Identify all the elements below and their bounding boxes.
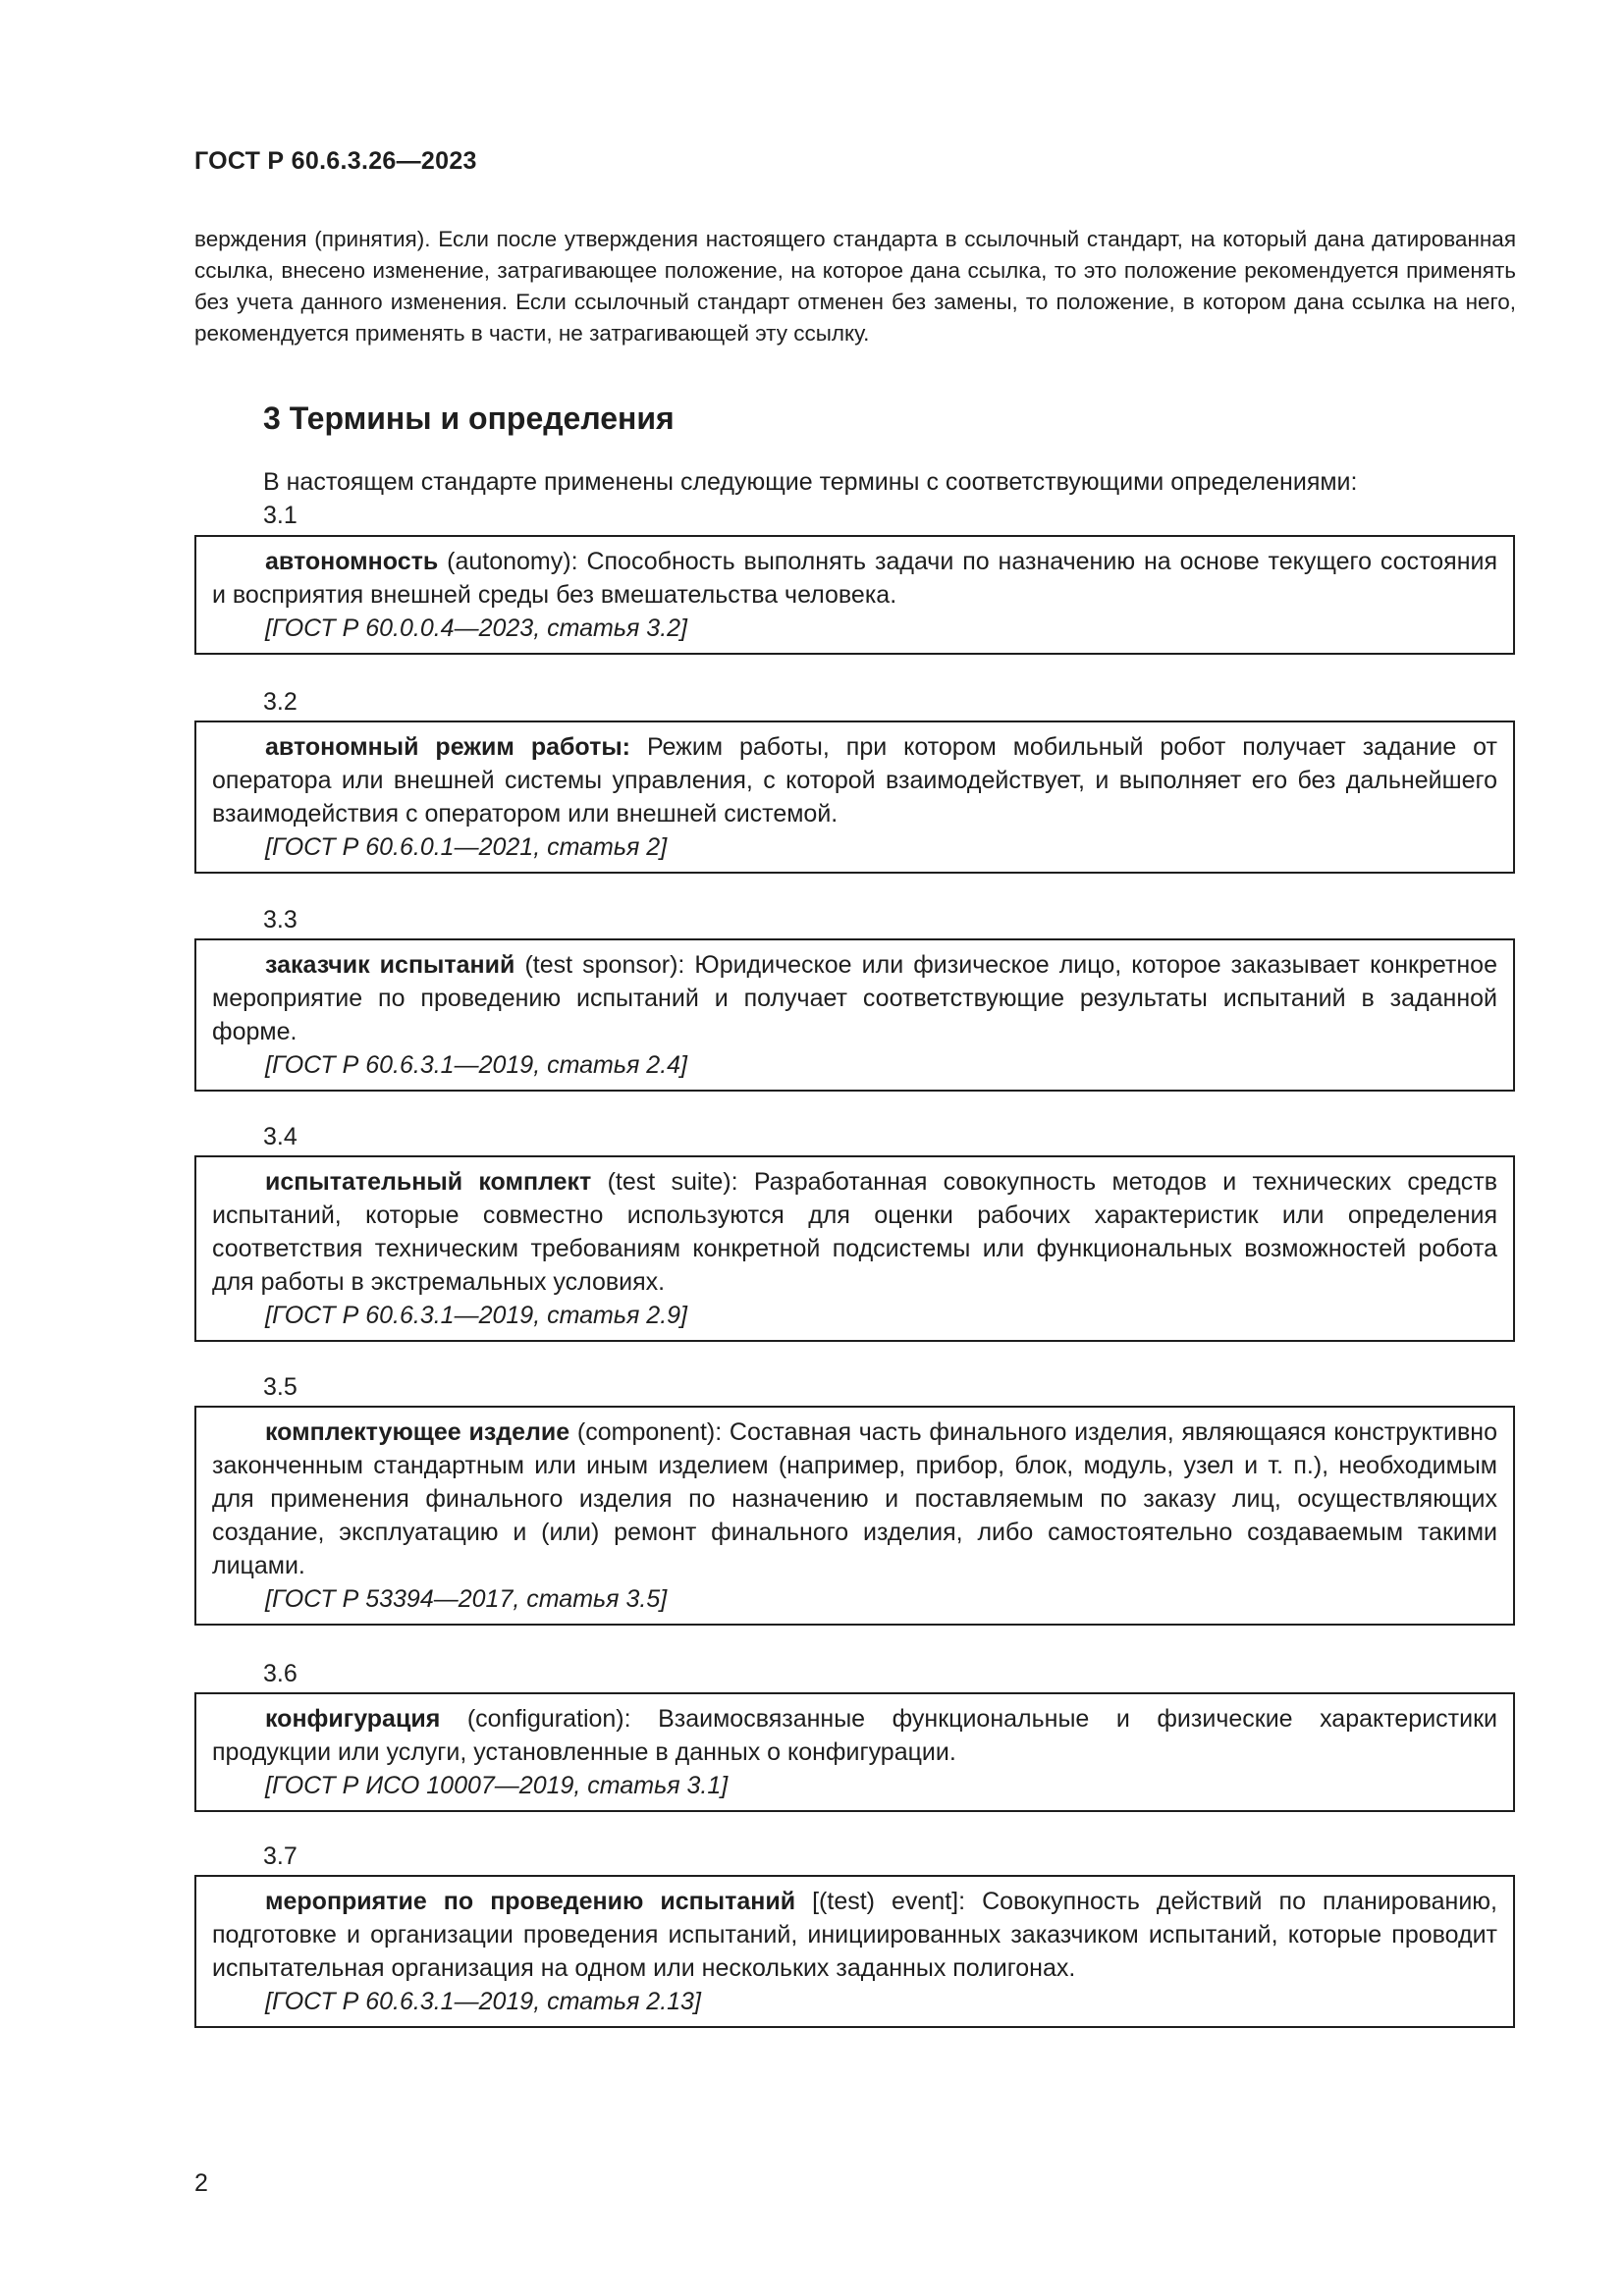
term-name: автономный режим работы: [265,733,631,761]
term-name: автономность [265,548,439,575]
term-number: 3.5 [263,1373,298,1401]
term-number: 3.4 [263,1123,298,1150]
section-title: 3 Термины и определения [263,400,675,436]
term-definition [212,545,1497,612]
term-box [194,721,1515,874]
term-box [194,1406,1515,1626]
term-definition-text: (test sponsor): Юридическое или физическое лицо, которое заказывает конкретное мероприятие по проведению испытаний и получает соответствующие результаты испытаний в заданной форме. [212,951,1497,1045]
term-number: 3.1 [263,502,298,529]
term-name: заказчик испытаний [265,951,515,979]
term-box [194,535,1515,655]
section-lead: В настоящем стандарте применены следующие термины с соответствующими определениями: [263,468,1358,496]
document-code: ГОСТ Р 60.6.3.26—2023 [194,147,477,175]
term-definition-text: (configuration): Взаимосвязанные функциональные и физические характеристики продукции или услуги, установленные в данных о конфигурации. [212,1705,1497,1766]
term-number: 3.6 [263,1660,298,1687]
term-name: комплектующее изделие [265,1418,570,1446]
term-definition-text: (autonomy): Способность выполнять задачи по назначению на основе текущего состояния и восприятия внешней среды без вмешательства человека. [212,548,1497,609]
term-box [194,1692,1515,1812]
term-source: [ГОСТ Р 60.6.3.1—2019, статья 2.13] [265,1988,701,2015]
term-source: [ГОСТ Р 53394—2017, статья 3.5] [265,1585,668,1613]
term-name: испытательный комплект [265,1168,592,1196]
term-name: мероприятие по проведению испытаний [265,1888,796,1915]
term-source: [ГОСТ Р 60.6.3.1—2019, статья 2.4] [265,1051,688,1079]
term-definition [212,1415,1497,1582]
term-number: 3.2 [263,688,298,716]
term-definition [212,1165,1497,1299]
term-box [194,1875,1515,2028]
page-number: 2 [194,2169,208,2197]
term-box [194,938,1515,1092]
term-box [194,1155,1515,1342]
term-source: [ГОСТ Р 60.0.0.4—2023, статья 3.2] [265,614,688,642]
term-name: конфигурация [265,1705,441,1733]
term-source: [ГОСТ Р 60.6.3.1—2019, статья 2.9] [265,1302,688,1329]
term-definition [212,730,1497,830]
term-number: 3.7 [263,1842,298,1870]
term-number: 3.3 [263,906,298,934]
term-definition-text: (test suite): Разработанная совокупность методов и технических средств испытаний, которые совместно используются для оценки рабочих характеристик или определения соответствия техническим требованиям конкретной подсистемы или функциональных возможностей робота для работы в экстремальных условиях. [212,1168,1497,1296]
term-definition [212,1885,1497,1985]
term-definition-text: (component): Составная часть финального изделия, являющаяся конструктивно законченным стандартным или иным изделием (например, прибор, блок, модуль, узел и т. п.), необходимым для применения финального изделия по назначению и поставляемым по заказу лиц, осуществляющих создание, эксплуатацию и (или) ремонт финального изделия, либо самостоятельно создаваемым такими лицами. [212,1418,1497,1579]
intro-paragraph: верждения (принятия). Если после утверждения настоящего стандарта в ссылочный стандарт, на который дана датированная ссылка, внесено изменение, затрагивающее положение, на которое дана ссылка, то это положение рекомендуется применять без учета данного изменения. Если ссылочный стандарт отменен без замены, то положение, в котором дана ссылка на него, рекомендуется применять в части, не затрагивающей эту ссылку. [194,227,1516,346]
term-definition [212,948,1497,1048]
term-definition-text: [(test) event]: Совокупность действий по планированию, подготовке и организации проведения испытаний, инициированных заказчиком испытаний, которые проводит испытательная организация на одном или нескольких заданных полигонах. [212,1888,1497,1982]
term-definition-text: Режим работы, при котором мобильный робот получает задание от оператора или внешней системы управления, с которой взаимодействует, и выполняет его без дальнейшего взаимодействия с оператором или внешней системой. [212,733,1497,828]
term-definition [212,1702,1497,1769]
term-source: [ГОСТ Р ИСО 10007—2019, статья 3.1] [265,1772,729,1799]
term-source: [ГОСТ Р 60.6.0.1—2021, статья 2] [265,833,668,861]
